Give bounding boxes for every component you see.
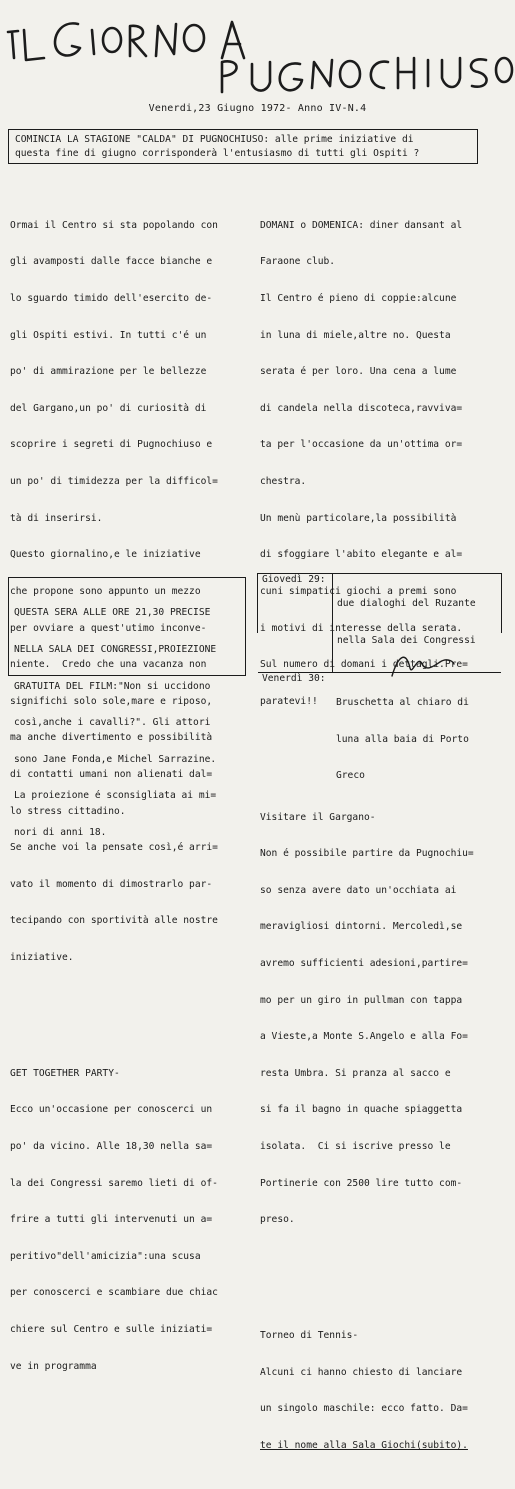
text-line: significhi solo sole,mare e riposo, [10, 695, 213, 707]
text-line: di sfoggiare l'abito elegante e al= [260, 549, 463, 561]
text-line: po' da vicino. Alle 18,30 nella sa= [10, 1141, 213, 1153]
article-gargano [260, 787, 510, 1251]
text-line: Un menù particolare,la possibilità [260, 512, 457, 524]
schedule-day: Giovedì 29: [258, 574, 333, 672]
schedule-day: Venerdì 30: [262, 672, 326, 684]
text-line: Ormai il Centro si sta popolando con [10, 219, 218, 231]
text-line: un singolo maschile: ecco fatto. Da= [260, 1403, 468, 1415]
text-line: Greco [336, 770, 365, 782]
text-line: vato il momento di dimostrarlo par- [10, 878, 213, 890]
text-line: a Vieste,a Monte S.Angelo e alla Fo= [260, 1031, 468, 1043]
text-line: Il Centro é pieno di coppie:alcune [260, 293, 457, 305]
text-line: La proiezione é sconsigliata ai mi= [14, 790, 217, 802]
text-line: frire a tutti gli intervenuti un a= [10, 1214, 213, 1226]
schedule-row [258, 673, 501, 807]
text-line: Non é possibile partire da Pugnochiu= [260, 848, 474, 860]
dateline: Venerdi,23 Giugno 1972- Anno IV-N.4 [148, 103, 367, 114]
section-heading: Visitare il Gargano- [260, 811, 376, 823]
text-line: lo stress cittadino. [10, 805, 126, 817]
article-get-together [10, 1043, 250, 1397]
text-line: ma anche divertimento e possibilità [10, 732, 213, 744]
text-line: per ovviare a quest'utimo inconve- [10, 622, 207, 634]
text-line: GRATUITA DEL FILM:"Non si uccidono [14, 680, 211, 692]
text-line: di contatti umani non alienati dal= [10, 768, 213, 780]
text-line: preso. [260, 1214, 295, 1226]
text-line: Alcuni ci hanno chiesto di lanciare [260, 1366, 463, 1378]
text-line: po' di ammirazione per le bellezze [10, 366, 207, 378]
text-line: peritivo"dell'amicizia":una scusa [10, 1250, 201, 1262]
text-line: i motivi di interesse della serata. [260, 622, 463, 634]
headline-box [8, 129, 478, 164]
text-line: ta per l'occasione da un'ottima or= [260, 439, 463, 451]
text-line: nori di anni 18. [14, 827, 107, 839]
text-line: tecipando con sportività alle nostre [10, 915, 218, 927]
text-line: si fa il bagno in quache spiaggetta [260, 1104, 463, 1116]
text-line: paratevi!! [260, 695, 318, 707]
text-line: del Gargano,un po' di curiosità di [10, 402, 207, 414]
text-line: due dialoghi del Ruzante [337, 598, 476, 610]
text-line: ve in programma [10, 1360, 97, 1372]
section-heading: Torneo di Tennis- [260, 1330, 359, 1342]
text-line: serata é per loro. Una cena a lume [260, 366, 457, 378]
text-line: Se anche voi la pensate così,é arri= [10, 842, 218, 854]
text-line: te il nome alla Sala Giochi(subito). [260, 1439, 468, 1451]
headline-line: COMINCIA LA STAGIONE "CALDA" DI PUGNOCHIUSO: alle prime iniziative di [15, 134, 414, 145]
right-column [260, 171, 510, 1489]
text-line: iniziative. [10, 952, 74, 963]
text-line: Portinerie con 2500 lire tutto com- [260, 1177, 463, 1189]
text-line: resta Umbra. Si pranza al sacco e [260, 1067, 451, 1079]
text-line: lo sguardo timido dell'esercito de- [10, 293, 213, 305]
handwritten-signature [388, 646, 458, 686]
text-line: niente. Credo che una vacanza non [10, 659, 207, 671]
masthead [0, 0, 515, 100]
article-tennis [260, 1306, 510, 1477]
text-line: così,anche i cavalli?". Gli attori [14, 717, 211, 729]
text-line: Questo giornalino,e le iniziative [10, 549, 201, 561]
text-line: QUESTA SERA ALLE ORE 21,30 PRECISE [14, 607, 211, 619]
text-line: avremo sufficienti adesioni,partire= [260, 958, 468, 969]
text-line: in luna di miele,altre no. Questa [260, 329, 451, 341]
text-line: sono Jane Fonda,e Michel Sarrazine. [14, 753, 217, 765]
text-line: Bruschetta al chiaro di [336, 697, 469, 709]
text-line: chestra. [260, 476, 307, 488]
masthead-lettering [0, 0, 515, 100]
text-line: Sul numero di domani i dettagli.Pre= [260, 659, 468, 671]
section-heading: GET TOGETHER PARTY- [10, 1067, 120, 1079]
text-line: gli avamposti dalle facce bianche e [10, 256, 213, 268]
headline-line: questa fine di giugno corrisponderà l'entusiasmo di tutti gli Ospiti ? [15, 148, 420, 159]
text-line: un po' di timidezza per la difficol= [10, 476, 218, 488]
text-line: che propone sono appunto un mezzo [10, 585, 201, 597]
text-line: luna alla baia di Porto [336, 733, 469, 745]
text-line: meravigliosi dintorni. Mercoledì,se [260, 921, 463, 933]
schedule-row [258, 574, 501, 673]
text-line: DOMANI o DOMENICA: diner dansant al [260, 219, 463, 231]
text-line: scoprire i segreti di Pugnochiuso e [10, 439, 213, 451]
text-line: chiere sul Centro e sulle iniziati= [10, 1324, 213, 1336]
text-line: gli Ospiti estivi. In tutti c'é un [10, 329, 207, 341]
text-line: tà di inserirsi. [10, 512, 103, 524]
text-line: cuni simpatici giochi a premi sono [260, 585, 457, 597]
text-line: per conoscerci e scambiare due chiac [10, 1287, 218, 1299]
text-line: la dei Congressi saremo lieti di of- [10, 1177, 218, 1189]
text-line: Ecco un'occasione per conoscerci un [10, 1104, 213, 1116]
text-line: so senza avere dato un'occhiata ai [260, 884, 457, 896]
text-line: NELLA SALA DEI CONGRESSI,PROIEZIONE [14, 644, 217, 656]
schedule-desc [332, 673, 469, 807]
text-line: di candela nella discoteca,ravviva= [260, 402, 463, 414]
text-line: Faraone club. [260, 256, 336, 268]
text-line: nella Sala dei Congressi [337, 635, 476, 647]
text-line: isolata. Ci si iscrive presso le [260, 1141, 451, 1153]
text-line: mo per un giro in pullman con tappa [260, 994, 463, 1006]
